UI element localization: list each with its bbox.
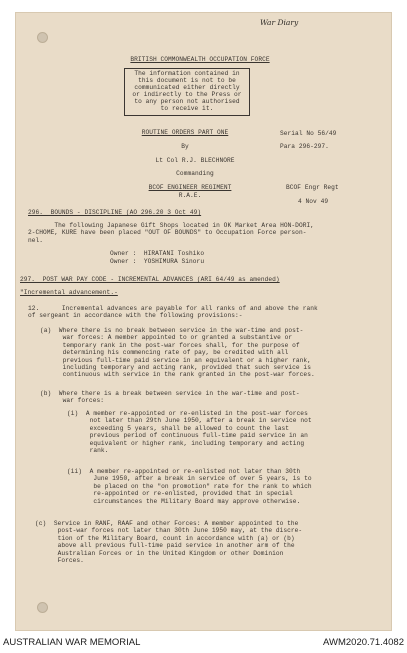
- notice-line: communicated either directly: [134, 84, 240, 91]
- commanding-line: Commanding: [176, 170, 214, 177]
- subpara-b-i: (i) A member re-appointed or re-enlisted in the post-war forces not later than 29th June 1950, after a break in service not exceeding 5 years, shall be allowed to count the last previous period of continuous full-time paid service in an equivalent or higher rank, including temporary and acting rank.: [67, 410, 312, 455]
- para-12: 12. Incremental advances are payable for all ranks of and above the rank of sergeant in accordance with the following provisions:-: [28, 305, 318, 320]
- subpara-a: (a) Where there is no break between service in the war-time and post- war forces: A member appointed to or granted a substantive or temporary rank in the post-war forces shall, for the purpose of determining his commencing rate of pay, be credited with all previous full-time paid service in an equivalent or a higher rank, including temporary and acting rank, provided that such service is continuous with service in the rank granted in the post-war forces.: [40, 327, 315, 379]
- notice-line: The information contained in: [134, 70, 240, 77]
- subpara-b-ii: (ii) A member re-appointed or re-enlisted not later than 30th June 1950, after a break in service of over 5 years, is to be placed on the "on promotion" rate for the rank to which re-appointed or re-enlisted, provided that in special circumstances the Military Board may approve otherwise.: [67, 468, 312, 505]
- document-page: [15, 12, 392, 631]
- shop-owner: Owner : YOSHIMURA Sinoru: [110, 258, 205, 265]
- footer-institution: AUSTRALIAN WAR MEMORIAL: [3, 637, 141, 648]
- by-line: By: [181, 143, 189, 150]
- section-297-quote: "Incremental advancement.-: [20, 289, 118, 296]
- unit-name: BCOF ENGINEER REGIMENT: [148, 184, 232, 191]
- notice-line: to any person not authorised: [134, 98, 240, 105]
- punch-hole-top: [37, 32, 48, 43]
- subpara-c: (c) Service in RANF, RAAF and other Forces: A member appointed to the post-war forces not later than 30th June 1950 may, at the discre- tion of the Military Board, count in accordance with (a) or (b) above all previous full-time paid service in another arm of the Australian Forces or in the United Kingdom or other Dominion Forces.: [35, 520, 303, 565]
- officer-name: Lt Col R.J. BLECHNORE: [155, 157, 235, 164]
- section-296-heading: 296. BOUNDS - DISCIPLINE (AO 296.20 3 Oct 49): [28, 209, 202, 216]
- notice-line: to receive it.: [160, 105, 214, 112]
- serial-number: Serial No 56/49: [280, 130, 337, 137]
- notice-line: this document is not to be: [138, 77, 236, 84]
- handwritten-note: War Diary: [260, 18, 299, 27]
- footer-accession-number: AWM2020.71.4082: [323, 637, 404, 648]
- unit-sub: R.A.E.: [178, 192, 202, 199]
- subpara-b: (b) Where there is a break between service in the war-time and post- war forces:: [40, 390, 300, 405]
- section-297-heading: 297. POST WAR PAY CODE - INCREMENTAL ADVANCES (ARI 64/49 as amended): [20, 276, 280, 283]
- para-range: Para 296-297.: [280, 143, 329, 150]
- section-296-body: The following Japanese Gift Shops located in OK Market Area HON-DORI, 2-CHOME, KURE have been placed "OUT OF BOUNDS" to Occupation Force person- nel.: [28, 222, 314, 244]
- archive-footer: [0, 633, 407, 653]
- shop-owner: Owner : HIRATANI Toshiko: [110, 250, 205, 257]
- classification-header: BRITISH COMMONWEALTH OCCUPATION FORCE: [130, 56, 270, 63]
- location: BCOF Engr Regt: [286, 184, 339, 191]
- notice-line: or indirectly to the Press or: [132, 91, 242, 98]
- punch-hole-bottom: [37, 602, 48, 613]
- orders-title: ROUTINE ORDERS PART ONE: [141, 129, 229, 136]
- order-date: 4 Nov 49: [298, 198, 329, 205]
